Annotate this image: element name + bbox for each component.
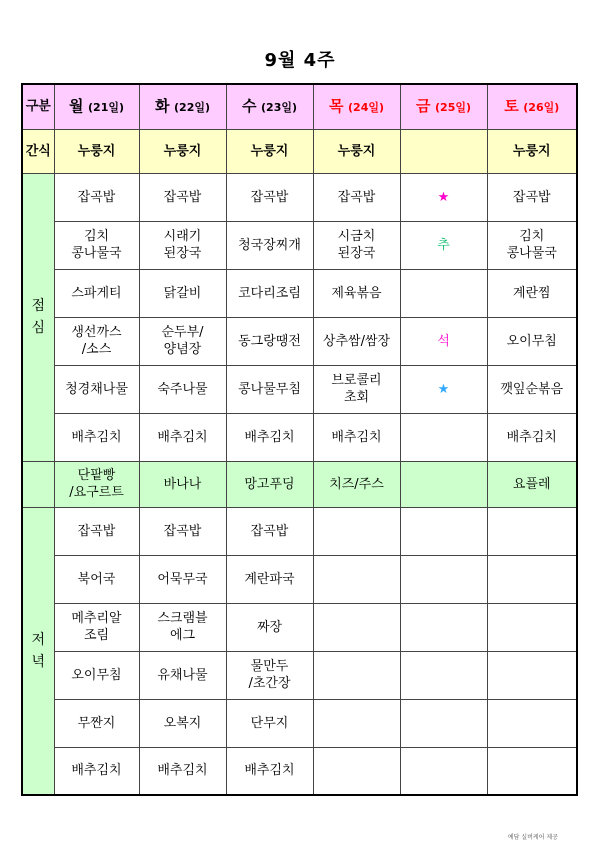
menu-cell xyxy=(139,507,226,555)
menu-cell xyxy=(400,461,487,507)
menu-cell xyxy=(139,173,226,221)
menu-item-text: /초간장 xyxy=(248,676,291,691)
menu-item-text: 잡곡밥 xyxy=(77,189,116,205)
snack-label: 간식 xyxy=(22,129,54,173)
menu-item-text: 조림 xyxy=(83,628,110,643)
menu-cell xyxy=(313,269,400,317)
day-date: (23일) xyxy=(261,100,298,114)
menu-cell xyxy=(313,555,400,603)
menu-item-text: 잡곡밥 xyxy=(163,189,202,205)
day-date: (24일) xyxy=(348,100,385,114)
menu-cell xyxy=(487,699,577,747)
menu-cell xyxy=(139,413,226,461)
menu-item-text: 배추김치 xyxy=(244,763,295,779)
menu-item-text: /소스 xyxy=(81,342,112,357)
menu-item-text: 계란파국 xyxy=(244,571,295,587)
menu-cell xyxy=(487,413,577,461)
menu-cell xyxy=(54,461,139,507)
day-name: 목 xyxy=(328,96,344,115)
menu-item-text: 동그랑땡전 xyxy=(238,333,301,349)
menu-item-text: 누룽지 xyxy=(512,143,551,159)
menu-item-text: 유채나물 xyxy=(157,667,208,683)
menu-cell xyxy=(226,317,313,365)
dinner-label-text: 저녁 xyxy=(31,631,46,670)
menu-cell xyxy=(139,747,226,795)
menu-item-text: 잡곡밥 xyxy=(250,523,289,539)
menu-item-text: 된장국 xyxy=(163,246,202,261)
menu-cell xyxy=(226,173,313,221)
day-header xyxy=(487,84,577,129)
menu-item-text: 배추김치 xyxy=(331,429,382,445)
lunch-row xyxy=(22,413,577,461)
menu-cell xyxy=(487,173,577,221)
menu-item-text: 추 xyxy=(437,237,450,253)
menu-cell xyxy=(54,651,139,699)
menu-item-text: 누룽지 xyxy=(163,143,202,159)
menu-item-text: 배추김치 xyxy=(244,429,295,445)
menu-item-text: 배추김치 xyxy=(157,763,208,779)
menu-cell xyxy=(487,221,577,269)
day-header xyxy=(400,84,487,129)
day-date: (22일) xyxy=(174,100,211,114)
menu-cell xyxy=(54,699,139,747)
menu-item-text: 무짠지 xyxy=(77,715,116,731)
menu-item-text: 에그 xyxy=(169,628,196,643)
menu-item-text: 배추김치 xyxy=(506,429,557,445)
lunch-label-text: 점심 xyxy=(31,298,46,336)
day-header xyxy=(313,84,400,129)
day-date: (26일) xyxy=(523,100,560,114)
weekly-menu-table xyxy=(21,83,578,796)
menu-item-text: 단무지 xyxy=(250,715,289,731)
menu-item-text: 잡곡밥 xyxy=(250,189,289,205)
menu-cell xyxy=(54,129,139,173)
menu-item-text: 청경채나물 xyxy=(65,381,128,397)
header-label: 구분 xyxy=(22,84,54,129)
day-header xyxy=(139,84,226,129)
menu-item-text: 물만두 xyxy=(250,659,289,674)
menu-item-text: 석 xyxy=(437,333,450,349)
header-row xyxy=(22,84,577,129)
menu-cell xyxy=(139,317,226,365)
menu-item-text: 생선까스 xyxy=(71,325,122,340)
menu-cell xyxy=(400,699,487,747)
footer-credit: 예담 실버케어 제공 xyxy=(507,834,558,841)
menu-item-text: 망고푸딩 xyxy=(244,476,295,492)
menu-item-text: 치즈/주스 xyxy=(329,476,384,492)
lunch-row xyxy=(22,221,577,269)
menu-item-text: 누룽지 xyxy=(250,143,289,159)
menu-cell xyxy=(139,221,226,269)
menu-item-text: 어묵무국 xyxy=(157,571,208,587)
menu-cell xyxy=(400,221,487,269)
menu-cell xyxy=(54,221,139,269)
menu-cell xyxy=(226,413,313,461)
menu-cell xyxy=(54,747,139,795)
menu-cell xyxy=(487,129,577,173)
menu-cell xyxy=(400,747,487,795)
dinner-row xyxy=(22,699,577,747)
menu-item-text: 오복지 xyxy=(163,715,202,731)
menu-item-text: 북어국 xyxy=(77,571,116,587)
menu-cell xyxy=(487,603,577,651)
menu-item-text: 배추김치 xyxy=(71,429,122,445)
menu-cell xyxy=(487,651,577,699)
menu-cell xyxy=(313,413,400,461)
day-name: 화 xyxy=(154,96,170,115)
menu-cell xyxy=(487,317,577,365)
menu-item-text: 시금치 xyxy=(337,229,376,244)
menu-item-text: 브로콜리 xyxy=(331,373,382,388)
menu-item-text: 시래기 xyxy=(163,229,202,244)
menu-item-text: 김치 xyxy=(83,229,110,244)
menu-cell xyxy=(313,173,400,221)
menu-cell xyxy=(400,173,487,221)
menu-cell xyxy=(54,507,139,555)
day-name: 토 xyxy=(504,96,519,115)
lunch-row xyxy=(22,269,577,317)
menu-item-text: 코다리조림 xyxy=(238,285,301,301)
menu-item-text: ★ xyxy=(437,381,450,397)
menu-cell xyxy=(313,317,400,365)
menu-cell xyxy=(54,317,139,365)
menu-cell xyxy=(54,603,139,651)
dinner-row xyxy=(22,603,577,651)
menu-cell xyxy=(313,221,400,269)
snack-row xyxy=(22,129,577,173)
menu-cell xyxy=(226,555,313,603)
menu-item-text: 순두부/ xyxy=(161,325,204,340)
menu-cell xyxy=(139,365,226,413)
menu-cell xyxy=(400,317,487,365)
menu-cell xyxy=(313,507,400,555)
menu-cell xyxy=(139,603,226,651)
menu-item-text: 오이무침 xyxy=(506,333,557,349)
dinner-label xyxy=(22,507,54,795)
dinner-row xyxy=(22,747,577,795)
menu-cell xyxy=(226,365,313,413)
menu-cell xyxy=(313,603,400,651)
day-date: (21일) xyxy=(88,100,125,114)
menu-cell xyxy=(400,129,487,173)
menu-cell xyxy=(139,461,226,507)
menu-cell xyxy=(313,651,400,699)
menu-cell xyxy=(226,603,313,651)
menu-item-text: 바나나 xyxy=(163,476,202,492)
menu-cell xyxy=(226,699,313,747)
menu-cell xyxy=(487,555,577,603)
menu-item-text: 잡곡밥 xyxy=(512,189,551,205)
page-title: 9월 4주 xyxy=(264,50,336,71)
menu-cell xyxy=(226,747,313,795)
menu-cell xyxy=(139,699,226,747)
menu-cell xyxy=(400,413,487,461)
menu-cell xyxy=(313,129,400,173)
menu-cell xyxy=(139,555,226,603)
menu-item-text: 계란찜 xyxy=(512,285,551,301)
menu-item-text: ★ xyxy=(437,189,450,205)
day-header xyxy=(54,84,139,129)
menu-item-text: 초회 xyxy=(343,390,370,405)
menu-item-text: 배추김치 xyxy=(157,429,208,445)
menu-cell xyxy=(226,269,313,317)
menu-cell xyxy=(400,603,487,651)
snack2-label xyxy=(22,461,54,507)
menu-cell xyxy=(487,365,577,413)
lunch-row xyxy=(22,317,577,365)
menu-item-text: 배추김치 xyxy=(71,763,122,779)
menu-cell xyxy=(487,747,577,795)
menu-item-text: 김치 xyxy=(519,229,545,244)
menu-cell xyxy=(54,269,139,317)
menu-item-text: 잡곡밥 xyxy=(77,523,116,539)
menu-item-text: 콩나물무침 xyxy=(238,381,301,397)
menu-cell xyxy=(400,269,487,317)
menu-item-text: 청국장찌개 xyxy=(238,237,301,253)
menu-cell xyxy=(54,413,139,461)
day-date: (25일) xyxy=(435,100,472,114)
menu-cell xyxy=(487,269,577,317)
menu-item-text: 잡곡밥 xyxy=(163,523,202,539)
day-header xyxy=(226,84,313,129)
menu-item-text: 요플레 xyxy=(512,476,551,492)
lunch-row xyxy=(22,365,577,413)
menu-cell xyxy=(487,507,577,555)
menu-cell xyxy=(54,173,139,221)
menu-cell xyxy=(487,461,577,507)
menu-cell xyxy=(139,129,226,173)
menu-cell xyxy=(54,555,139,603)
day-name: 수 xyxy=(241,96,257,115)
lunch-label xyxy=(22,173,54,461)
menu-item-text: 닭갈비 xyxy=(163,285,202,301)
menu-cell xyxy=(226,461,313,507)
menu-cell xyxy=(226,221,313,269)
menu-cell xyxy=(139,651,226,699)
menu-cell xyxy=(400,651,487,699)
menu-cell xyxy=(313,747,400,795)
menu-item-text: 누룽지 xyxy=(337,143,376,159)
menu-item-text: 단팥빵 xyxy=(77,468,116,483)
menu-cell xyxy=(139,269,226,317)
menu-item-text: 스파게티 xyxy=(71,285,122,301)
dinner-row xyxy=(22,507,577,555)
lunch-row xyxy=(22,173,577,221)
menu-item-text: 메추리알 xyxy=(71,611,122,626)
menu-item-text: 잡곡밥 xyxy=(337,189,376,205)
menu-item-text: 된장국 xyxy=(337,246,376,261)
menu-item-text: 양념장 xyxy=(163,342,202,357)
menu-item-text: 콩나물국 xyxy=(506,246,557,261)
snack2-row xyxy=(22,461,577,507)
menu-cell xyxy=(313,461,400,507)
menu-cell xyxy=(400,365,487,413)
menu-item-text: 스크램블 xyxy=(157,611,208,626)
menu-item-text: 짜장 xyxy=(256,619,283,635)
menu-cell xyxy=(226,507,313,555)
menu-item-text: 상추쌈/쌈장 xyxy=(322,333,391,349)
menu-cell xyxy=(313,365,400,413)
menu-item-text: 제육볶음 xyxy=(331,285,382,301)
menu-item-text: 콩나물국 xyxy=(71,246,122,261)
menu-item-text: /요구르트 xyxy=(69,485,124,500)
menu-item-text: 깻잎순볶음 xyxy=(500,381,564,397)
menu-cell xyxy=(54,365,139,413)
dinner-row xyxy=(22,651,577,699)
menu-cell xyxy=(400,507,487,555)
menu-cell xyxy=(226,651,313,699)
day-name: 금 xyxy=(415,96,431,115)
menu-item-text: 숙주나물 xyxy=(157,381,208,397)
menu-item-text: 오이무침 xyxy=(71,667,122,683)
menu-cell xyxy=(226,129,313,173)
menu-item-text: 누룽지 xyxy=(77,143,116,159)
dinner-row xyxy=(22,555,577,603)
menu-cell xyxy=(313,699,400,747)
menu-cell xyxy=(400,555,487,603)
day-name: 월 xyxy=(68,96,84,115)
